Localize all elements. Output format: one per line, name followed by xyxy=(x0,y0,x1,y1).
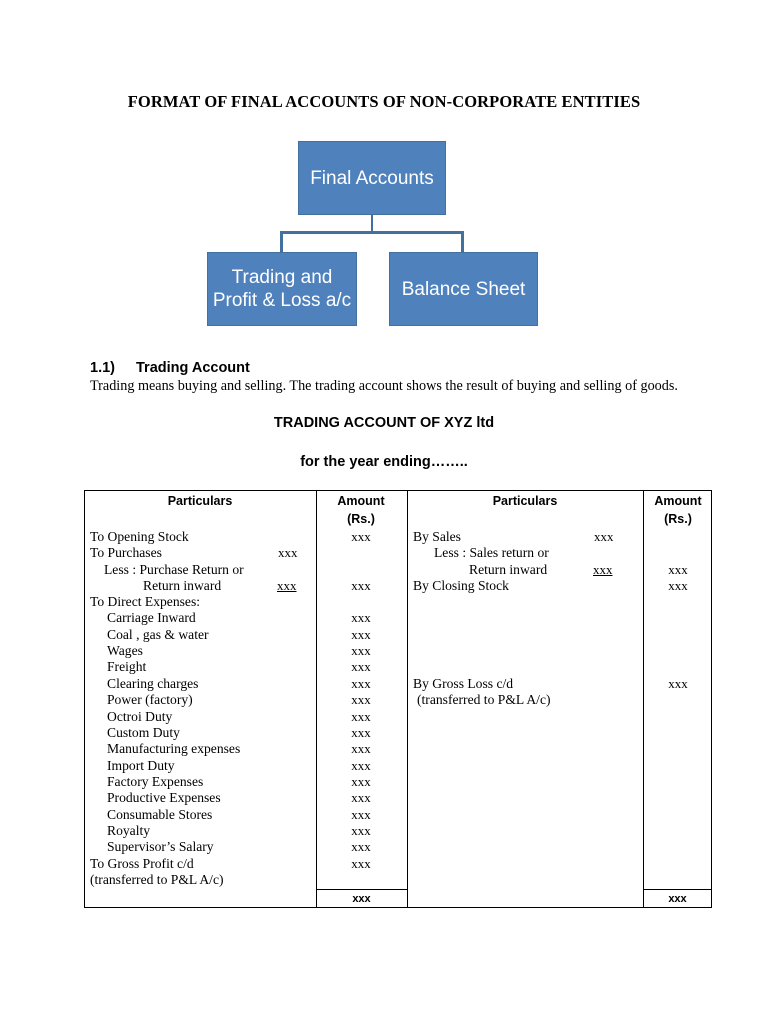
credit-item-label: By Closing Stock xyxy=(413,578,509,593)
debit-item-label: Consumable Stores xyxy=(107,807,213,822)
credit-item-label: By Gross Loss c/d xyxy=(413,676,514,691)
debit-item-label: To Gross Profit c/d xyxy=(90,856,194,871)
debit-item-label: Power (factory) xyxy=(107,692,193,707)
total-line-left xyxy=(316,889,408,890)
diagram-child-box-balance xyxy=(389,252,538,326)
credit-item-label: Return inward xyxy=(469,562,548,577)
debit-item-label: Royalty xyxy=(107,823,151,838)
debit-item-label: Octroi Duty xyxy=(107,709,173,724)
debit-amount: xxx xyxy=(351,610,371,625)
debit-item-label: To Direct Expenses: xyxy=(90,594,201,609)
debit-item-label: Manufacturing expenses xyxy=(107,741,241,756)
debit-amount: xxx xyxy=(351,758,371,773)
debit-item-label: Wages xyxy=(107,643,143,658)
credit-item-label: Less : Sales return or xyxy=(434,545,549,560)
col-divider-3 xyxy=(643,490,644,908)
header-amount-left: Amount (Rs.) xyxy=(337,494,385,526)
debit-item-label: Carriage Inward xyxy=(107,610,196,625)
diagram-connector-left xyxy=(280,232,283,252)
debit-amount: xxx xyxy=(351,725,371,740)
header-particulars-left: Particulars xyxy=(167,494,233,508)
credit-amount: xxx xyxy=(668,578,688,593)
debit-amount: xxx xyxy=(351,529,371,544)
diagram-child-box-trading xyxy=(207,252,357,326)
debit-amount: xxx xyxy=(351,709,371,724)
document-title: FORMAT OF FINAL ACCOUNTS OF NON-CORPORATE ENTITIES xyxy=(127,92,641,111)
debit-item-label: To Opening Stock xyxy=(90,529,189,544)
debit-amount: xxx xyxy=(351,774,371,789)
debit-item-label: Return inward xyxy=(143,578,222,593)
debit-item-label: Clearing charges xyxy=(107,676,199,691)
diagram-child-label-trading: Trading and Profit & Loss a/c xyxy=(212,267,352,311)
debit-amount: xxx xyxy=(351,741,371,756)
total-amount-right: xxx xyxy=(668,893,687,905)
debit-item-label: Factory Expenses xyxy=(107,774,204,789)
debit-item-label: Coal , gas & water xyxy=(107,627,209,642)
debit-amount: xxx xyxy=(351,823,371,838)
header-amount-right: Amount (Rs.) xyxy=(654,494,702,526)
diagram-root-label: Final Accounts xyxy=(310,167,434,189)
diagram-root-box xyxy=(298,141,446,215)
total-line-right xyxy=(643,889,712,890)
debit-amount: xxx xyxy=(351,856,371,871)
total-amount-left: xxx xyxy=(352,893,371,905)
credit-item-label: By Sales xyxy=(413,529,461,544)
debit-amount: xxx xyxy=(351,676,371,691)
debit-amount: xxx xyxy=(351,692,371,707)
debit-item-label: Productive Expenses xyxy=(107,790,221,805)
debit-item-label: Freight xyxy=(107,659,147,674)
diagram-connector-bar xyxy=(280,231,464,234)
section-heading xyxy=(90,360,250,376)
debit-amount: xxx xyxy=(351,839,371,854)
credit-amount: xxx xyxy=(668,676,688,691)
section-number: 1.1) xyxy=(90,360,115,376)
debit-item-label: Supervisor’s Salary xyxy=(107,839,214,854)
diagram-connector-stem xyxy=(371,215,373,232)
credit-inner-amount: xxx xyxy=(594,529,614,544)
credit-item-label: (transferred to P&L A/c) xyxy=(417,692,551,707)
debit-item-label: To Purchases xyxy=(90,545,162,560)
debit-inner-amount: xxx xyxy=(277,578,297,593)
debit-amount: xxx xyxy=(351,807,371,822)
credit-amount: xxx xyxy=(668,562,688,577)
col-divider-2 xyxy=(407,490,408,908)
debit-item-label: Custom Duty xyxy=(107,725,180,740)
debit-item-label: Import Duty xyxy=(107,758,175,773)
diagram-connector-right xyxy=(461,232,464,252)
debit-amount: xxx xyxy=(351,643,371,658)
section-heading-text: Trading Account xyxy=(136,360,250,376)
debit-amount: xxx xyxy=(351,578,371,593)
debit-inner-amount: xxx xyxy=(278,545,298,560)
account-title: TRADING ACCOUNT OF XYZ ltd xyxy=(273,415,495,431)
debit-item-label: (transferred to P&L A/c) xyxy=(90,872,224,887)
debit-amount: xxx xyxy=(351,627,371,642)
diagram-child-label-balance: Balance Sheet xyxy=(401,278,526,300)
section-description: Trading means buying and selling. The trading account shows the result of buying and selling of goods. xyxy=(90,378,678,394)
debit-item-label: Less : Purchase Return or xyxy=(104,562,244,577)
credit-inner-amount: xxx xyxy=(593,562,613,577)
debit-amount: xxx xyxy=(351,790,371,805)
debit-amount: xxx xyxy=(351,659,371,674)
header-particulars-right: Particulars xyxy=(492,494,558,508)
account-period: for the year ending…….. xyxy=(300,454,468,470)
